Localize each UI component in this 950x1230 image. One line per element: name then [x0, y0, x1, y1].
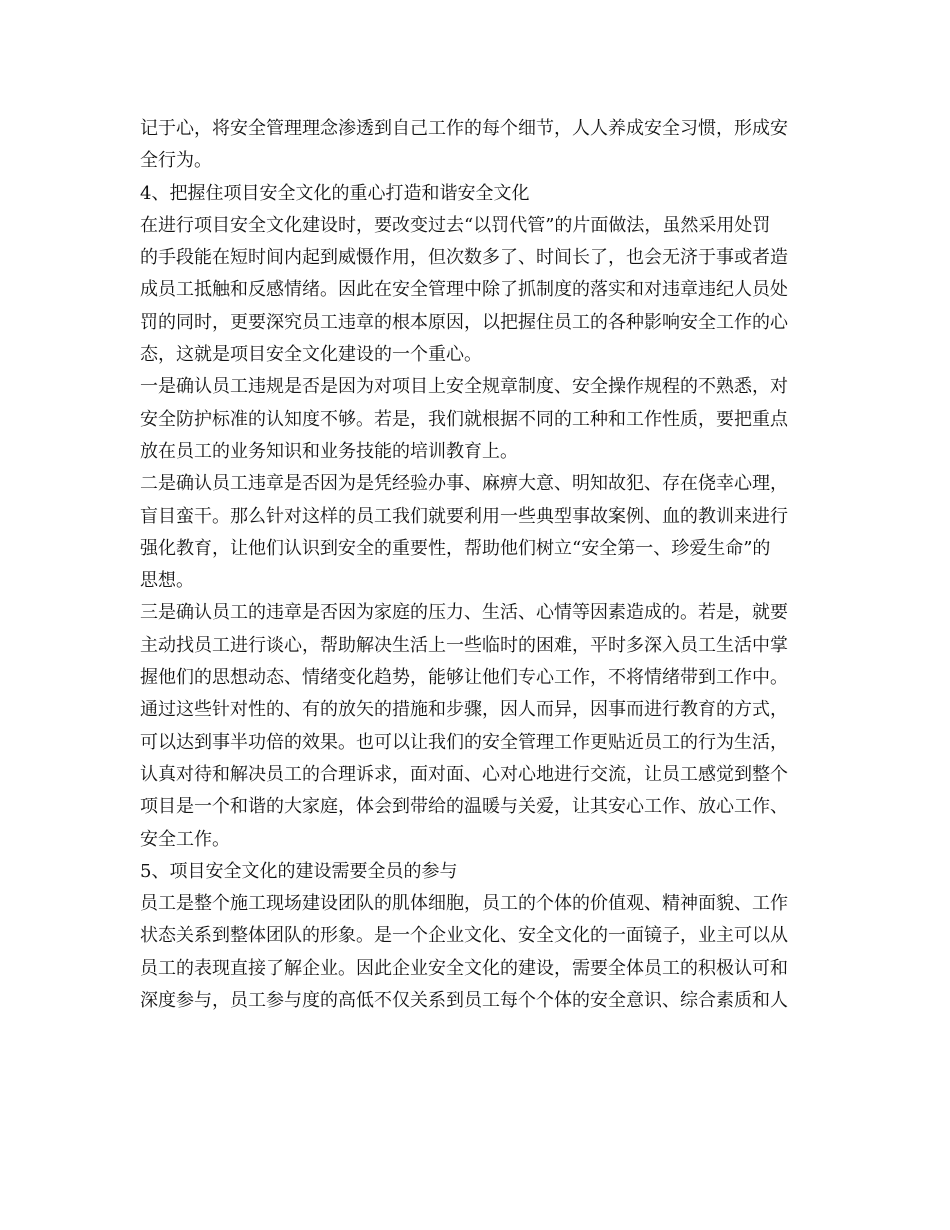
document-body	[140, 113, 812, 1017]
text-line: 通过这些针对性的、有的放矢的措施和步骤，因人而异，因事而进行教育的方式，	[140, 699, 788, 721]
text-line: 成员工抵触和反感情绪。因此在安全管理中除了抓制度的落实和对违章违纪人员处	[140, 279, 788, 301]
text-line: 状态关系到整体团队的形象。是一个企业文化、安全文化的一面镜子，业主可以从	[140, 925, 788, 947]
text-line: 深度参与，员工参与度的高低不仅关系到员工每个个体的安全意识、综合素质和人	[140, 990, 788, 1012]
text-line: 主动找员工进行谈心，帮助解决生活上一些临时的困难，平时多深入员工生活中掌	[140, 634, 788, 656]
text-line: 可以达到事半功倍的效果。也可以让我们的安全管理工作更贴近员工的行为生活，	[140, 731, 788, 753]
text-line: 盲目蛮干。那么针对这样的员工我们就要利用一些典型事故案例、血的教训来进行	[140, 505, 788, 527]
text-line: 认真对待和解决员工的合理诉求，面对面、心对心地进行交流，让员工感觉到整个	[140, 763, 788, 785]
text-line: 全行为。	[140, 150, 212, 172]
text-line: 的手段能在短时间内起到威慑作用，但次数多了、时间长了，也会无济于事或者造	[140, 247, 788, 269]
text-line: 思想。	[140, 570, 194, 592]
text-line: 握他们的思想动态、情绪变化趋势，能够让他们专心工作，不将情绪带到工作中。	[140, 667, 788, 689]
text-line: 在进行项目安全文化建设时，要改变过去“以罚代管”的片面做法，虽然采用处罚	[140, 214, 771, 236]
text-line: 二是确认员工违章是否因为是凭经验办事、麻痹大意、明知故犯、存在侥幸心理，	[140, 473, 788, 495]
section-heading: 5、项目安全文化的建设需要全员的参与	[140, 860, 458, 882]
text-line: 罚的同时，更要深究员工违章的根本原因，以把握住员工的各种影响安全工作的心	[140, 311, 788, 333]
text-line: 员工的表现直接了解企业。因此企业安全文化的建设，需要全体员工的积极认可和	[140, 957, 788, 979]
text-line: 一是确认员工违规是否是因为对项目上安全规章制度、安全操作规程的不熟悉，对	[140, 376, 788, 398]
text-line: 安全工作。	[140, 828, 230, 850]
text-line: 记于心，将安全管理理念渗透到自己工作的每个细节，人人养成安全习惯，形成安	[140, 118, 788, 139]
text-line: 强化教育，让他们认识到安全的重要性，帮助他们树立“安全第一、珍爱生命”的	[140, 537, 771, 559]
text-line: 三是确认员工的违章是否因为家庭的压力、生活、心情等因素造成的。若是，就要	[140, 602, 788, 624]
text-line: 员工是整个施工现场建设团队的肌体细胞，员工的个体的价值观、精神面貌、工作	[140, 893, 788, 915]
text-line: 安全防护标准的认知度不够。若是，我们就根据不同的工种和工作性质，要把重点	[140, 408, 788, 430]
section-heading: 4、把握住项目安全文化的重心打造和谐安全文化	[140, 182, 530, 204]
text-line: 态，这就是项目安全文化建设的一个重心。	[140, 344, 482, 366]
text-line: 项目是一个和谐的大家庭，体会到带给的温暖与关爱，让其安心工作、放心工作、	[140, 796, 788, 818]
text-line: 放在员工的业务知识和业务技能的培训教育上。	[140, 440, 518, 462]
